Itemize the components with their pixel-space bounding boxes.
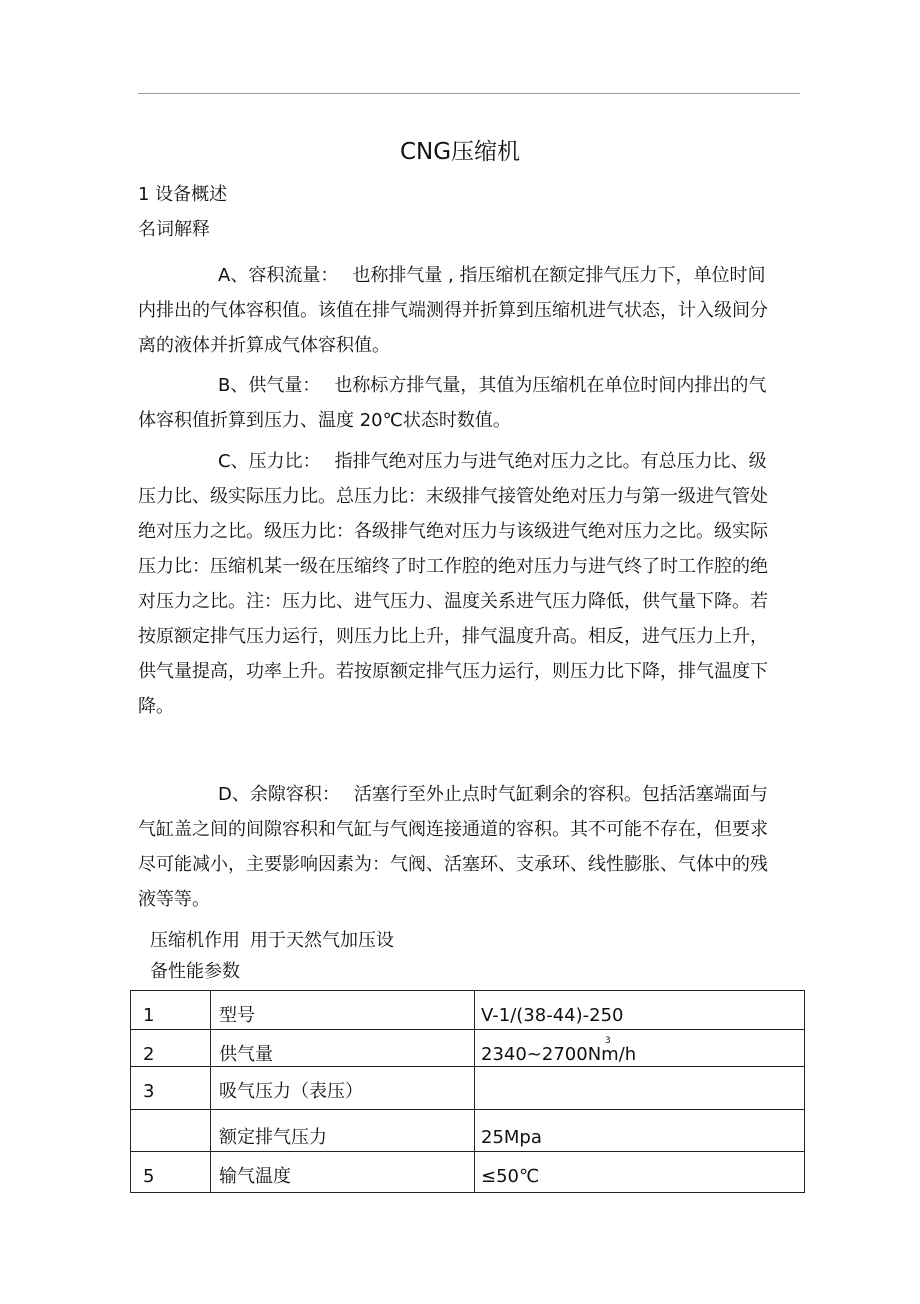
usage-label: 压缩机作用 <box>150 930 240 951</box>
term-text: 也称排气量 , 指压缩机在额定排气压力下，单位时间内排出的气体容积值。该值在排气端测得并折算到压缩机进气状态，计入级间分离的液体并折算成气体容积值。 <box>138 265 768 356</box>
parameter-table <box>130 990 805 1193</box>
term-text: 指排气绝对压力与进气绝对压力之比。有总压力比、级压力比、级实际压力比。总压力比：末级排气接管处绝对压力与第一级进气管处绝对压力之比。级压力比：各级排气绝对压力与该级进气绝对压力之比。级实际压力比：压缩机某一级在压缩终了时工作腔的绝对压力与进气终了时工作腔的绝对压力之比。注：压力比、进气压力、温度关系进气压力降低，供气量下降。若按原额定排气压力运行，则压力比上升，排气温度升高。相反，进气压力上升，供气量提高，功率上升。若按原额定排气压力运行，则压力比下降，排气温度下降。 <box>138 451 768 717</box>
term-text: 活塞行至外止点时气缸剩余的容积。包括活塞端面与气缸盖之间的间隙容积和气缸与气阀连接通道的容积。其不可能不存在，但要求尽可能减小，主要影响因素为：气阀、活塞环、支承环、线性膨胀、气体中的残液等等。 <box>138 784 768 910</box>
table-row <box>131 1110 805 1152</box>
usage-text: 用于天然气加压设 <box>250 930 394 951</box>
terms-label: 名词解释 <box>138 219 210 240</box>
param-name: 额定排气压力 <box>211 1110 475 1152</box>
row-number <box>131 1110 211 1152</box>
param-name: 输气温度 <box>211 1152 475 1193</box>
term-paragraph-d <box>138 777 778 917</box>
param-value: V-1/(38-44)-250 <box>475 991 805 1030</box>
term-paragraph-b <box>138 368 778 438</box>
param-name: 吸气压力（表压） <box>211 1067 475 1110</box>
document-title: CNG压缩机 <box>399 139 521 165</box>
row-number: 2 <box>131 1030 211 1067</box>
row-number: 5 <box>131 1152 211 1193</box>
section-heading: 1 设备概述 <box>138 184 228 205</box>
performance-label: 备性能参数 <box>150 961 240 982</box>
param-name: 供气量 <box>211 1030 475 1067</box>
param-value-cell <box>475 1030 805 1067</box>
param-value <box>475 1067 805 1110</box>
superscript-3: 3 <box>605 1036 611 1046</box>
term-name: A、容积流量： <box>218 265 339 286</box>
table-row <box>131 1152 805 1193</box>
term-paragraph-a <box>138 258 778 363</box>
usage-line <box>150 926 394 956</box>
term-paragraph-c <box>138 444 778 724</box>
row-number: 1 <box>131 991 211 1030</box>
param-name: 型号 <box>211 991 475 1030</box>
row-number: 3 <box>131 1067 211 1110</box>
table-row <box>131 1067 805 1110</box>
param-value: ≤50℃ <box>475 1152 805 1193</box>
param-value: 2340~2700Nm/h <box>481 1044 637 1065</box>
table-row <box>131 1030 805 1067</box>
term-name: C、压力比： <box>218 451 321 472</box>
param-value: 25Mpa <box>475 1110 805 1152</box>
term-name: B、供气量： <box>218 375 321 396</box>
term-name: D、余隙容积： <box>218 784 340 805</box>
table-row <box>131 991 805 1030</box>
term-text: 也称标方排气量，其值为压缩机在单位时间内排出的气体容积值折算到压力、温度 20℃状态时数值。 <box>138 375 767 431</box>
header-rule <box>138 93 800 94</box>
